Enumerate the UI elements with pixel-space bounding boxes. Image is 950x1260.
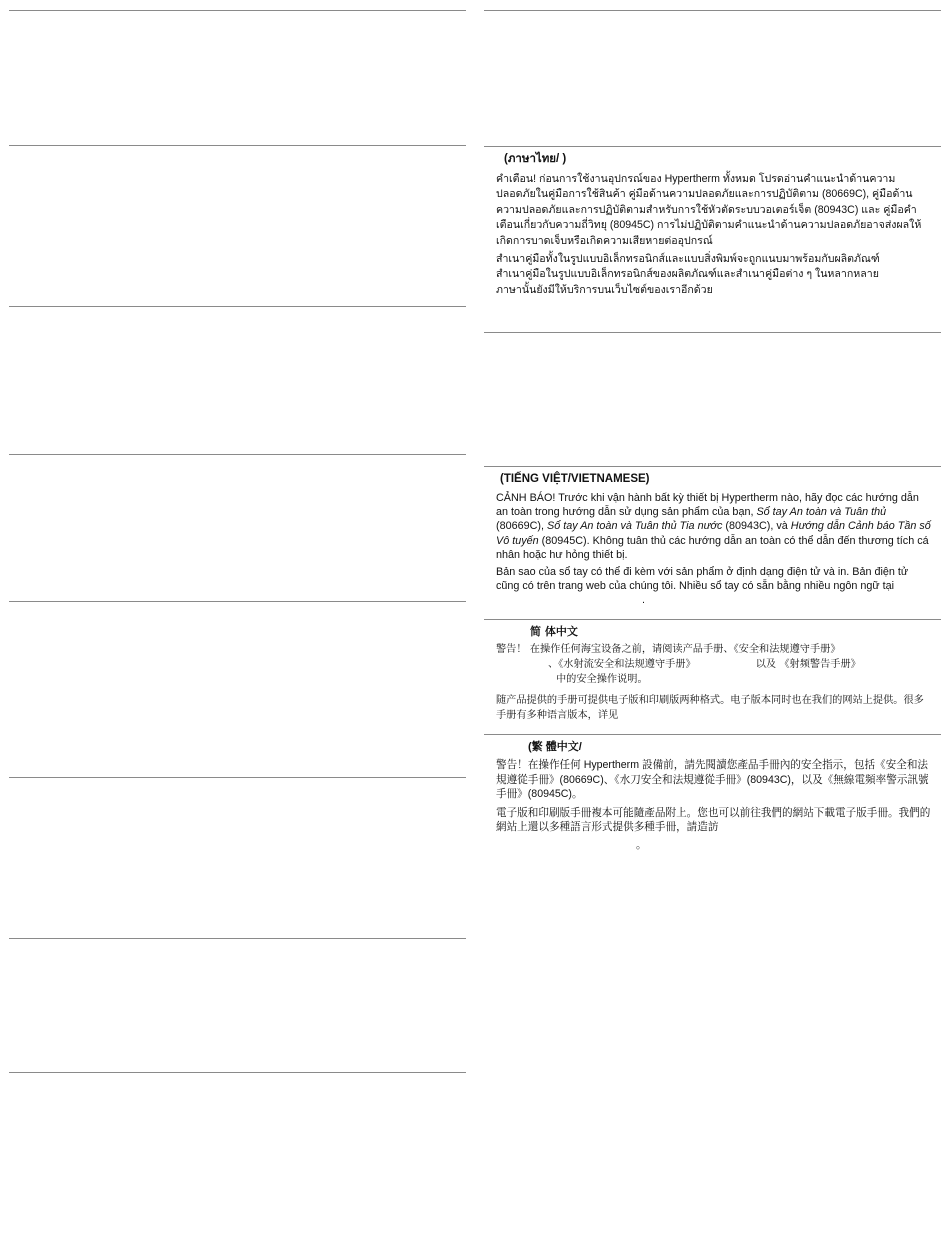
text-run: 中的安全操作说明。 — [556, 674, 648, 685]
text-run: 警告！ 在操作任何海宝设备之前，请阅读产品手册、《安全和法规遵守手册》 — [496, 644, 841, 655]
manuals-paragraph: สำเนาคู่มือทั้งในรูปแบบอิเล็กทรอนิกส์และแบบสิ่งพิมพ์จะถูกแนบมาพร้อมกับผลิตภัณฑ์ สำเนาคู่มือในรูปแบบอิเล็กทรอนิกส์ของผลิตภัณฑ์และสำเนาคู่มือต่าง ๆ ในหลากหลายภาษานั้นยังมีให้บริการบนเว็บไซต์ของเราอีกด้วย — [496, 253, 880, 296]
section-heading: 简 体中文 — [530, 625, 578, 638]
manual-title: Sổ tay An toàn và Tuân thủ — [756, 506, 887, 519]
text-run: . — [642, 594, 645, 607]
text-run: Bản sao của sổ tay có thể đi kèm với sản phẩm ở định dạng điện tử và in. Bản điện tử cũng có trên trang web của chúng tôi. Nhiều sổ tay có sẵn bằng nhiều ngôn ngữ tại — [496, 566, 909, 593]
manual-title: Hướng dẫn Cảnh báo Tần số Vô tuyến — [496, 520, 931, 547]
text-run: (80943C), và — [722, 520, 791, 533]
text-run: (80945C). Không tuân thủ các hướng dẫn an toàn có thể dẫn đến thương tích cá nhân hoặc hư hỏng thiết bị. — [496, 534, 929, 561]
divider — [9, 938, 466, 939]
paragraph-end: 。 — [636, 838, 647, 851]
section-heading: (TIẾNG VIỆT/VIETNAMESE) — [500, 473, 650, 485]
divider — [9, 454, 466, 455]
divider — [484, 734, 941, 735]
manual-title: Sổ tay An toàn và Tuân thủ Tia nước — [547, 520, 723, 533]
simplified-chinese-section — [496, 625, 932, 726]
text-run: CẢNH BÁO! Trước khi vận hành bất kỳ thiết bị Hypertherm nào, hãy đọc các hướng dẫn an toàn trong hướng dẫn sử dụng sản phẩm của bạn, — [496, 492, 919, 519]
manuals-paragraph — [496, 565, 932, 608]
divider — [484, 10, 941, 11]
text-run: 、《水射流安全和法规遵守手册》 — [548, 659, 696, 670]
divider — [9, 306, 466, 307]
warning-paragraph — [496, 642, 932, 687]
divider — [484, 466, 941, 467]
thai-section — [496, 152, 932, 301]
divider — [484, 619, 941, 620]
text-run: (80669C), — [496, 520, 548, 533]
manuals-paragraph: 電子版和印刷版手冊複本可能隨產品附上。您也可以前往我們的網站下載電子版手冊。我們的網站上還以多種語言形式提供多種手冊，請造訪 — [496, 806, 931, 834]
warning-paragraph — [496, 491, 932, 562]
divider — [9, 10, 466, 11]
warning-paragraph: 警告！在操作任何 Hypertherm 設備前，請先閱讀您產品手冊內的安全指示，包括《安全和法規遵從手冊》(80669C)、《水刀安全和法規遵從手冊》(80943C)，以及《無線電頻率警示訊號手冊》(80945C)。 — [496, 759, 929, 801]
warning-paragraph: คำเตือน! ก่อนการใช้งานอุปกรณ์ของ Hypertherm ทั้งหมด โปรดอ่านคำแนะนำด้านความปลอดภัยในคู่มือการใช้สินค้า คู่มือด้านความปลอดภัยและการปฏิบัติตาม (80669C), คู่มือด้านความปลอดภัยและการปฏิบัติตามสำหรับการใช้หัวตัดระบบวอเตอร์เจ็ต (80943C) และ คู่มือคำเตือนเกี่ยวกับความถี่วิทยุ (80945C) การไม่ปฏิบัติตามคำแนะนำด้านความปลอดภัยอาจส่งผลให้เกิดการบาดเจ็บหรือเกิดความเสียหายต่ออุปกรณ์ — [496, 173, 922, 247]
divider — [484, 146, 941, 147]
divider — [9, 1072, 466, 1073]
section-heading: (繁 體中文/ — [528, 741, 582, 753]
traditional-chinese-section — [496, 740, 932, 856]
section-heading: (ภาษาไทย/ ) — [504, 153, 567, 165]
divider — [9, 601, 466, 602]
vietnamese-section — [496, 472, 932, 611]
text-run: 以及 《射频警告手册》 — [755, 659, 861, 670]
divider — [9, 777, 466, 778]
text-line — [496, 657, 932, 672]
manuals-paragraph: 随产品提供的手册可提供电子版和印刷版两种格式。电子版本同时也在我们的网站上提供。很多手册有多种语言版本，详见 — [496, 695, 924, 721]
divider — [484, 332, 941, 333]
divider — [9, 145, 466, 146]
